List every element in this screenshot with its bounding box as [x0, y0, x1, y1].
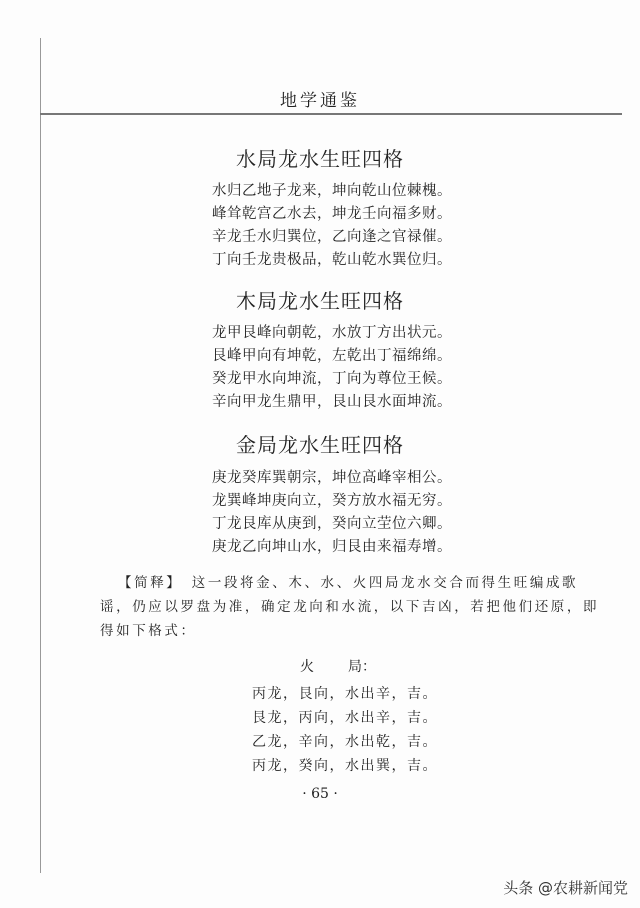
fire-heading-a: 火	[300, 659, 314, 675]
poem-line: 庚龙乙向坤山水，归艮由来福寿增。	[212, 539, 452, 555]
poem-line: 辛龙壬水归巽位，乙向逢之官禄催。	[212, 229, 452, 245]
section-title: 金局龙水生旺四格	[236, 433, 404, 457]
fire-line: 丙龙，艮向，水出辛，吉。	[252, 686, 438, 702]
watermark: 头条 @农耕新闻党	[503, 879, 628, 897]
poem	[212, 322, 452, 414]
header-rule	[40, 113, 622, 115]
fire-heading	[300, 656, 410, 676]
fire-line: 乙龙，辛向，水出乾，吉。	[252, 734, 438, 750]
poem-line: 庚龙癸库巽朝宗，坤位高峰宰相公。	[212, 470, 452, 486]
explanation-paragraph: 【简释】 这一段将金、木、水、火四局龙水交合而得生旺编成歌谣，仍应以罗盘为准，确定龙向和水流，以下吉凶，若把他们还原，即得如下格式：	[100, 575, 600, 639]
poem-line: 水归乙地子龙来，坤向乾山位棘槐。	[212, 183, 452, 199]
poem-line: 龙巽峰坤庚向立，癸方放水福无穷。	[212, 493, 452, 509]
poem-line: 辛向甲龙生鼎甲，艮山艮水面坤流。	[212, 394, 452, 410]
section-title: 水局龙水生旺四格	[236, 147, 404, 171]
poem-line: 癸龙甲水向坤流，丁向为尊位王候。	[212, 371, 452, 387]
poem-line: 峰耸乾宫乙水去，坤龙壬向福多财。	[212, 206, 452, 222]
fire-heading-b: 局：	[348, 659, 376, 675]
poem-line: 丁向壬龙贵极品，乾山乾水巽位归。	[212, 252, 452, 268]
running-header: 地学通鉴	[280, 91, 360, 111]
poem	[212, 467, 452, 559]
section-title: 木局龙水生旺四格	[236, 289, 404, 313]
poem-line: 丁龙艮库从庚到，癸向立茔位六卿。	[212, 516, 452, 532]
poem	[212, 180, 452, 272]
page-number: · 65 ·	[302, 786, 338, 802]
fire-line: 丙龙，癸向，水出巽，吉。	[252, 758, 438, 774]
poem-line: 龙甲艮峰向朝乾，水放丁方出状元。	[212, 325, 452, 341]
fire-line: 艮龙，丙向，水出辛，吉。	[252, 710, 438, 726]
poem-line: 艮峰甲向有坤乾，左乾出丁福绵绵。	[212, 348, 452, 364]
fire-list	[252, 682, 438, 778]
